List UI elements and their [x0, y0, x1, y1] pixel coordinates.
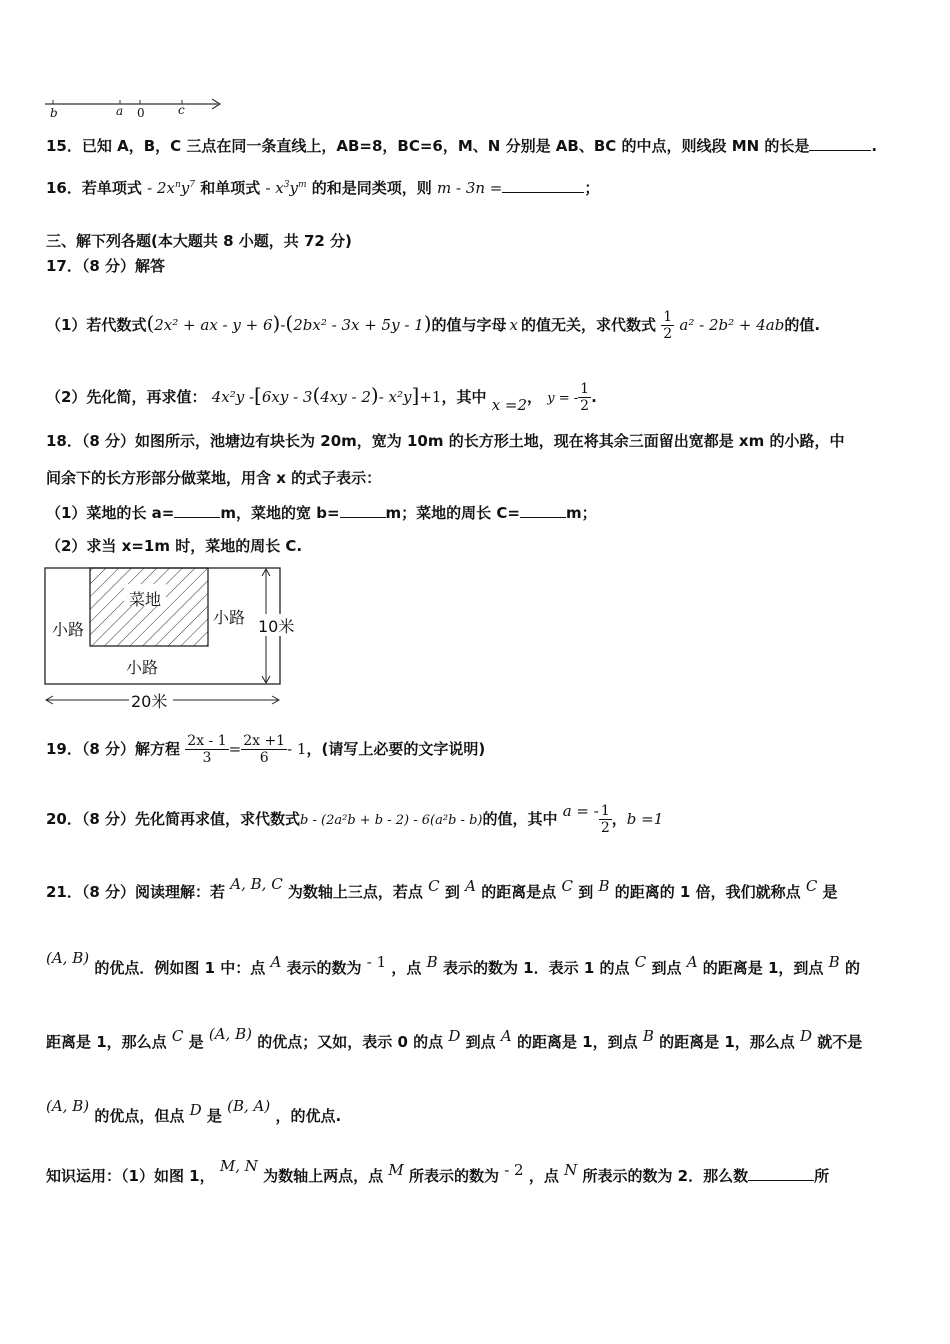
q19-eq: =	[228, 740, 242, 758]
q21-l1-d: 的距离是点	[481, 883, 557, 901]
q21-line-4	[46, 1097, 342, 1126]
q21-l3-g: 就不是	[817, 1033, 863, 1051]
q21-point-m: M	[388, 1161, 404, 1179]
q21-l5-b: 为数轴上两点，点	[263, 1167, 384, 1185]
q17-p1-rest: a² - 2b² + 4ab	[679, 316, 785, 334]
q21-points-mn: M, N	[219, 1157, 258, 1175]
q19-frac-left: $\frac{2x - 1}{3}$	[187, 733, 227, 766]
question-16	[46, 178, 599, 198]
q21-point-c-2: C	[561, 877, 573, 895]
q17-p2-expr-d: - x²y	[378, 388, 412, 406]
q21-l3-point-a: A	[500, 1027, 512, 1045]
q21-l5-c: 所表示的数为	[408, 1167, 499, 1185]
q18-line-1: 18．（8 分）如图所示，池塘边有块长为 20m，宽为 10m 的长方形土地，现在将其余三面留出宽都是 xm 的小路，中	[46, 432, 845, 450]
number-line-label-a: a	[116, 104, 124, 118]
q21-l3-d: 到点	[465, 1033, 496, 1051]
q21-l4-pair-ab: (A, B)	[46, 1097, 90, 1115]
q21-pair-ab: (A, B)	[46, 949, 90, 967]
q17-p2-expr-b: 6xy - 3	[261, 388, 313, 406]
q21-l5-f: 所	[814, 1167, 830, 1185]
q17-heading: 17．（8 分）解答	[46, 257, 166, 275]
q15-end: .	[871, 137, 878, 155]
q21-l1-b: 为数轴上三点，若点	[287, 883, 423, 901]
q21-l5-a: 知识运用：（1）如图 1，	[46, 1167, 215, 1185]
q20-a: a = -	[562, 802, 599, 820]
q17-p2-expr-e: +1	[419, 388, 442, 406]
q21-l3-f: 的距离是 1，那么点	[659, 1033, 795, 1051]
q21-l2-a: 的优点．例如图 1 中：点	[94, 959, 266, 977]
q21-l1-e: 的距离的 1 倍，我们就称点	[614, 883, 801, 901]
q17-p2-mid: ，其中	[441, 388, 487, 406]
q18-blank-a[interactable]	[174, 503, 220, 518]
number-line-label-b: b	[50, 106, 58, 120]
q18-blank-c[interactable]	[520, 503, 566, 518]
number-line-label-c: c	[178, 103, 185, 117]
q20-expr: b - (2a²b + b - 2) - 6(a²b - b)	[300, 813, 483, 828]
q21-l2-point-a-2: A	[686, 953, 698, 971]
q18-part-1	[46, 503, 597, 523]
q21-l2-point-b: B	[426, 953, 438, 971]
q19-end: ，(请写上必要的文字说明)	[306, 740, 486, 758]
q21-l3-point-d-2: D	[800, 1027, 813, 1045]
q18-p1-c: m；菜地的周长 C=	[385, 504, 520, 522]
q21-l3-pair-ab: (A, B)	[208, 1025, 252, 1043]
q21-l2-e: 到点	[651, 959, 682, 977]
q21-l5-d: ，点	[528, 1167, 559, 1185]
q21-l4-point-d: D	[189, 1101, 202, 1119]
q21-neg2: - 2	[504, 1161, 524, 1179]
q16-end: ；	[584, 179, 600, 197]
q16-pre: 16．若单项式	[46, 179, 142, 197]
q15-text: 15．已知 A，B，C 三点在同一条直线上，AB=8，BC=6，M、N 分别是 AB、BC 的中点，则线段 MN 的长是	[46, 137, 810, 155]
q21-point-a: A	[465, 877, 476, 895]
q21-l2-f: 的距离是 1，到点	[702, 959, 824, 977]
q16-term1: - $2x^ny^7$	[147, 179, 195, 197]
q20-fraction: $\frac{1}{2}$	[600, 803, 610, 836]
q17-p2-expr-a: 4x²y -	[211, 388, 255, 406]
question-15	[46, 136, 877, 156]
q17-p1-expr1: 2x² + ax - y + 6	[154, 316, 273, 334]
q17-p1-var: x	[509, 316, 519, 334]
q17-part-1: （1）若代数式(2x² + ax - y + 6)-(2bx² - 3x + 5y - 1)的值与字母 x 的值无关，求代数式 $\frac{1}{2}$ a² - 2b² + 4ab的值.	[46, 309, 821, 342]
diagram-label-height: 10米	[258, 617, 295, 636]
q21-l3-point-c: C	[171, 1027, 184, 1045]
q18-diagram	[44, 566, 294, 714]
q21-l1-c: 到	[444, 883, 460, 901]
diagram-label-vegetable: 菜地	[129, 590, 162, 609]
q21-point-c-3: C	[805, 877, 818, 895]
q16-term2: - $x^3y^m$	[265, 179, 307, 197]
q21-l3-a: 距离是 1，那么点	[46, 1033, 167, 1051]
q21-l3-point-b: B	[642, 1027, 654, 1045]
q21-point-c: C	[428, 877, 440, 895]
q15-answer-blank[interactable]	[809, 136, 871, 151]
q18-blank-b[interactable]	[340, 503, 386, 518]
q21-neg1: - 1	[366, 953, 387, 971]
q21-l3-c: 的优点；又如，表示 0 的点	[257, 1033, 444, 1051]
q18-part-2: （2）求当 x=1m 时，菜地的周长 C.	[46, 537, 303, 555]
diagram-label-width: 20米	[131, 692, 168, 711]
number-line-label-0: 0	[137, 106, 145, 120]
q21-l2-g: 的	[844, 959, 860, 977]
q21-line-5	[46, 1157, 830, 1186]
q21-l3-point-d: D	[448, 1027, 461, 1045]
diagram-label-path-right: 小路	[213, 608, 246, 627]
q21-l4-c: ，的优点.	[275, 1107, 342, 1125]
q16-answer-blank[interactable]	[502, 178, 584, 193]
q18-p1-a: （1）菜地的长 a=	[46, 504, 175, 522]
q21-l2-c: ，点	[391, 959, 422, 977]
q19-frac-right: $\frac{2x +1}{6}$	[243, 733, 286, 766]
q21-l2-point-b-2: B	[828, 953, 840, 971]
q21-l2-b: 表示的数为	[286, 959, 362, 977]
q21-l4-a: 的优点，但点	[94, 1107, 185, 1125]
q17-p1-minus: -	[280, 316, 286, 334]
q17-p2-x: x =2	[491, 396, 528, 414]
q21-l2-point-c: C	[634, 953, 647, 971]
q21-l3-b: 是	[188, 1033, 204, 1051]
question-19	[46, 728, 485, 770]
q21-answer-blank[interactable]	[748, 1166, 814, 1181]
q21-l2-point-a: A	[270, 953, 282, 971]
q17-p1-end: 的值.	[784, 316, 821, 334]
q21-l4-b: 是	[206, 1107, 222, 1125]
q21-point-b: B	[598, 877, 610, 895]
diagram-label-path-bottom: 小路	[126, 658, 159, 677]
q20-b: b =1	[626, 810, 664, 828]
q17-p1-mid: 的值与字母	[431, 316, 507, 334]
q17-p1-fraction: $\frac{1}{2}$	[663, 309, 673, 342]
q17-p1-pre: （1）若代数式	[46, 316, 147, 334]
q21-l5-e: 所表示的数为 2．那么数	[582, 1167, 749, 1185]
diagram-label-path-left: 小路	[52, 620, 85, 639]
q18-line-2: 间余下的长方形部分做菜地，用含 x 的式子表示：	[46, 469, 382, 487]
q16-expr: m - 3n =	[437, 179, 503, 197]
q16-post: 的和是同类项，则	[311, 179, 432, 197]
section-3-title: 三、解下列各题(本大题共 8 小题，共 72 分)	[46, 232, 352, 250]
q21-l3-e: 的距离是 1，到点	[516, 1033, 638, 1051]
q21-line-3	[46, 1025, 863, 1052]
q17-p2-expr-c: 4xy - 2	[320, 388, 371, 406]
q18-p1-b: m，菜地的宽 b=	[220, 504, 340, 522]
q21-l1-f: 是	[822, 883, 838, 901]
q21-l2-d: 表示的数为 1．表示 1 的点	[442, 959, 630, 977]
q17-p2-end: .	[591, 388, 597, 406]
q17-p1-expr2: 2bx² - 3x + 5y - 1	[293, 316, 424, 334]
q20-comma: ，	[611, 810, 627, 828]
q21-line-2	[46, 949, 860, 978]
q17-p1-mid2: 的值无关，求代数式	[521, 316, 657, 334]
q17-p2-y: y = -	[547, 391, 579, 406]
q19-tail: - 1	[287, 740, 307, 758]
q17-p2-fraction: $\frac{1}{2}$	[580, 381, 590, 414]
q21-line-1	[46, 875, 838, 902]
q20-pre: 20．（8 分）先化简再求值，求代数式	[46, 810, 301, 828]
q17-p2-pre: （2）先化简，再求值：	[46, 388, 207, 406]
question-20	[46, 798, 663, 842]
q21-l1-c-2: 到	[578, 883, 594, 901]
q16-mid: 和单项式	[200, 179, 261, 197]
q21-point-n: N	[564, 1161, 578, 1179]
q19-pre: 19．（8 分）解方程	[46, 740, 181, 758]
q21-points-abc: A, B, C	[230, 875, 283, 893]
q21-l1-a: 21．（8 分）阅读理解：若	[46, 883, 226, 901]
q20-mid: 的值，其中	[482, 810, 558, 828]
q18-p1-d: m；	[565, 504, 597, 522]
q17-part-2: （2）先化简，再求值： 4x²y -[6xy - 3(4xy - 2)- x²y]+1，其中 x =2， y = - $\frac{1}{2}$ .	[46, 381, 597, 414]
q21-l4-pair-ba: (B, A)	[227, 1097, 271, 1115]
